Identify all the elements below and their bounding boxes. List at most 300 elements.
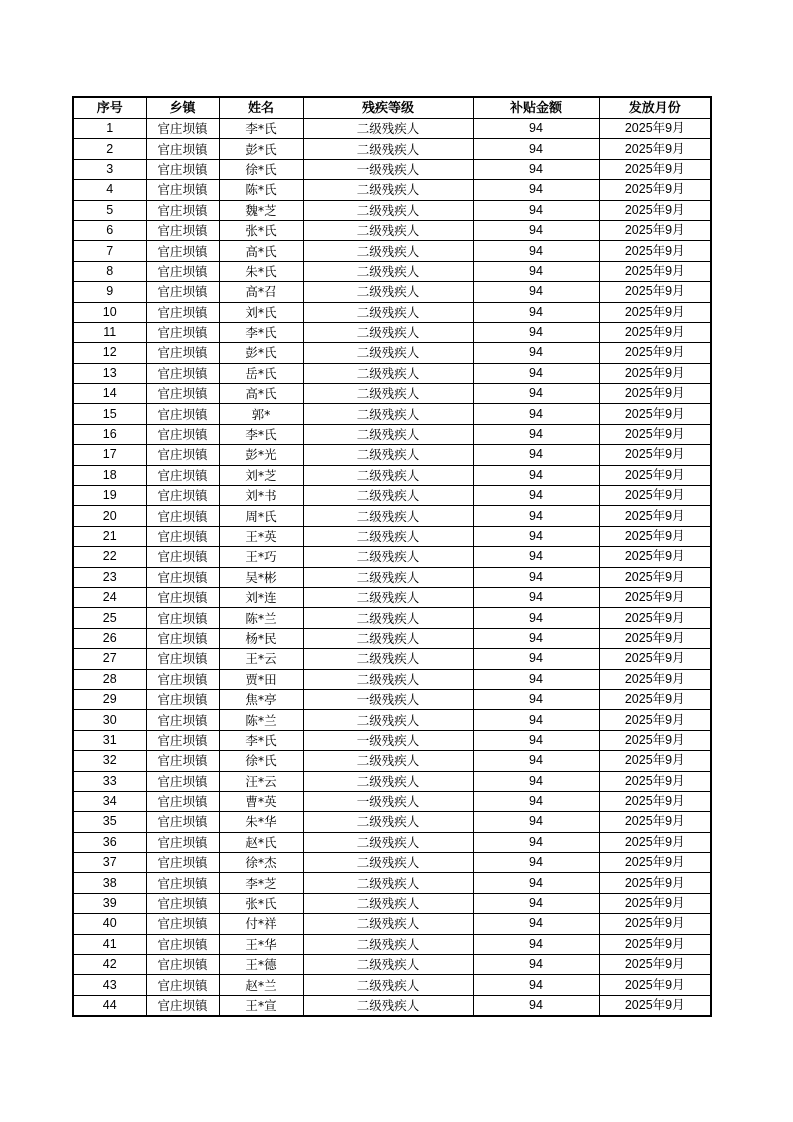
cell-subsidy-amount: 94	[473, 119, 599, 139]
cell-payment-month: 2025年9月	[599, 465, 711, 485]
cell-payment-month: 2025年9月	[599, 710, 711, 730]
cell-subsidy-amount: 94	[473, 608, 599, 628]
table-row	[73, 669, 711, 689]
cell-town: 官庄坝镇	[146, 302, 219, 322]
cell-payment-month: 2025年9月	[599, 506, 711, 526]
cell-index: 18	[73, 465, 146, 485]
cell-subsidy-amount: 94	[473, 689, 599, 709]
cell-subsidy-amount: 94	[473, 506, 599, 526]
cell-disability-level: 二级残疾人	[303, 955, 473, 975]
cell-subsidy-amount: 94	[473, 282, 599, 302]
cell-subsidy-amount: 94	[473, 486, 599, 506]
cell-town: 官庄坝镇	[146, 404, 219, 424]
cell-disability-level: 二级残疾人	[303, 241, 473, 261]
cell-payment-month: 2025年9月	[599, 832, 711, 852]
cell-disability-level: 二级残疾人	[303, 873, 473, 893]
cell-disability-level: 二级残疾人	[303, 771, 473, 791]
cell-payment-month: 2025年9月	[599, 853, 711, 873]
cell-town: 官庄坝镇	[146, 608, 219, 628]
cell-name: 刘*书	[219, 486, 303, 506]
cell-disability-level: 二级残疾人	[303, 751, 473, 771]
cell-town: 官庄坝镇	[146, 689, 219, 709]
cell-disability-level: 二级残疾人	[303, 934, 473, 954]
table-row	[73, 159, 711, 179]
table-row	[73, 812, 711, 832]
cell-payment-month: 2025年9月	[599, 241, 711, 261]
cell-disability-level: 二级残疾人	[303, 995, 473, 1016]
table-row	[73, 363, 711, 383]
cell-subsidy-amount: 94	[473, 995, 599, 1016]
cell-disability-level: 一级残疾人	[303, 689, 473, 709]
cell-disability-level: 二级残疾人	[303, 404, 473, 424]
cell-payment-month: 2025年9月	[599, 363, 711, 383]
cell-payment-month: 2025年9月	[599, 180, 711, 200]
cell-town: 官庄坝镇	[146, 486, 219, 506]
cell-town: 官庄坝镇	[146, 424, 219, 444]
cell-town: 官庄坝镇	[146, 343, 219, 363]
cell-name: 赵*氏	[219, 832, 303, 852]
cell-subsidy-amount: 94	[473, 567, 599, 587]
cell-subsidy-amount: 94	[473, 445, 599, 465]
subsidy-table	[72, 96, 712, 1017]
cell-town: 官庄坝镇	[146, 628, 219, 648]
cell-payment-month: 2025年9月	[599, 404, 711, 424]
cell-disability-level: 二级残疾人	[303, 363, 473, 383]
table-row	[73, 486, 711, 506]
cell-subsidy-amount: 94	[473, 241, 599, 261]
cell-name: 王*云	[219, 649, 303, 669]
cell-index: 14	[73, 384, 146, 404]
cell-name: 高*氏	[219, 384, 303, 404]
cell-disability-level: 二级残疾人	[303, 547, 473, 567]
cell-name: 王*德	[219, 955, 303, 975]
cell-disability-level: 二级残疾人	[303, 384, 473, 404]
cell-subsidy-amount: 94	[473, 771, 599, 791]
cell-name: 李*氏	[219, 424, 303, 444]
cell-disability-level: 二级残疾人	[303, 322, 473, 342]
cell-index: 31	[73, 730, 146, 750]
cell-subsidy-amount: 94	[473, 343, 599, 363]
subsidy-table-container	[72, 96, 712, 1017]
cell-payment-month: 2025年9月	[599, 628, 711, 648]
header-disability-level: 残疾等级	[303, 97, 473, 119]
cell-disability-level: 二级残疾人	[303, 343, 473, 363]
cell-name: 贾*田	[219, 669, 303, 689]
cell-index: 17	[73, 445, 146, 465]
cell-index: 41	[73, 934, 146, 954]
table-row	[73, 220, 711, 240]
cell-town: 官庄坝镇	[146, 241, 219, 261]
cell-disability-level: 二级残疾人	[303, 424, 473, 444]
cell-town: 官庄坝镇	[146, 934, 219, 954]
cell-town: 官庄坝镇	[146, 649, 219, 669]
cell-name: 徐*氏	[219, 751, 303, 771]
cell-index: 36	[73, 832, 146, 852]
cell-payment-month: 2025年9月	[599, 608, 711, 628]
cell-subsidy-amount: 94	[473, 322, 599, 342]
cell-town: 官庄坝镇	[146, 220, 219, 240]
table-row	[73, 343, 711, 363]
cell-name: 高*召	[219, 282, 303, 302]
cell-disability-level: 二级残疾人	[303, 628, 473, 648]
cell-disability-level: 二级残疾人	[303, 853, 473, 873]
cell-name: 王*华	[219, 934, 303, 954]
cell-town: 官庄坝镇	[146, 975, 219, 995]
cell-subsidy-amount: 94	[473, 465, 599, 485]
cell-payment-month: 2025年9月	[599, 812, 711, 832]
cell-town: 官庄坝镇	[146, 955, 219, 975]
cell-town: 官庄坝镇	[146, 853, 219, 873]
cell-payment-month: 2025年9月	[599, 424, 711, 444]
table-row	[73, 730, 711, 750]
cell-index: 10	[73, 302, 146, 322]
cell-subsidy-amount: 94	[473, 363, 599, 383]
cell-subsidy-amount: 94	[473, 914, 599, 934]
cell-name: 刘*氏	[219, 302, 303, 322]
cell-name: 徐*杰	[219, 853, 303, 873]
cell-index: 29	[73, 689, 146, 709]
table-row	[73, 955, 711, 975]
cell-index: 30	[73, 710, 146, 730]
cell-payment-month: 2025年9月	[599, 689, 711, 709]
cell-name: 张*氏	[219, 893, 303, 913]
cell-disability-level: 二级残疾人	[303, 812, 473, 832]
table-row	[73, 689, 711, 709]
table-row	[73, 506, 711, 526]
cell-subsidy-amount: 94	[473, 832, 599, 852]
cell-payment-month: 2025年9月	[599, 445, 711, 465]
table-row	[73, 282, 711, 302]
cell-payment-month: 2025年9月	[599, 893, 711, 913]
cell-index: 3	[73, 159, 146, 179]
cell-town: 官庄坝镇	[146, 832, 219, 852]
cell-subsidy-amount: 94	[473, 547, 599, 567]
cell-name: 王*宣	[219, 995, 303, 1016]
cell-disability-level: 二级残疾人	[303, 180, 473, 200]
header-payment-month: 发放月份	[599, 97, 711, 119]
cell-town: 官庄坝镇	[146, 751, 219, 771]
cell-name: 彭*氏	[219, 343, 303, 363]
cell-index: 7	[73, 241, 146, 261]
cell-town: 官庄坝镇	[146, 159, 219, 179]
cell-payment-month: 2025年9月	[599, 547, 711, 567]
cell-index: 15	[73, 404, 146, 424]
cell-payment-month: 2025年9月	[599, 159, 711, 179]
cell-name: 付*祥	[219, 914, 303, 934]
cell-disability-level: 二级残疾人	[303, 119, 473, 139]
cell-index: 27	[73, 649, 146, 669]
cell-index: 42	[73, 955, 146, 975]
cell-index: 8	[73, 261, 146, 281]
cell-name: 高*氏	[219, 241, 303, 261]
cell-index: 13	[73, 363, 146, 383]
cell-index: 21	[73, 526, 146, 546]
cell-payment-month: 2025年9月	[599, 302, 711, 322]
table-row	[73, 751, 711, 771]
cell-index: 34	[73, 791, 146, 811]
cell-subsidy-amount: 94	[473, 893, 599, 913]
cell-subsidy-amount: 94	[473, 261, 599, 281]
cell-payment-month: 2025年9月	[599, 934, 711, 954]
table-row	[73, 995, 711, 1016]
cell-name: 岳*氏	[219, 363, 303, 383]
cell-payment-month: 2025年9月	[599, 486, 711, 506]
cell-disability-level: 二级残疾人	[303, 669, 473, 689]
cell-disability-level: 一级残疾人	[303, 159, 473, 179]
cell-name: 朱*氏	[219, 261, 303, 281]
table-row	[73, 791, 711, 811]
cell-index: 35	[73, 812, 146, 832]
cell-index: 44	[73, 995, 146, 1016]
cell-name: 王*巧	[219, 547, 303, 567]
cell-town: 官庄坝镇	[146, 119, 219, 139]
table-row	[73, 893, 711, 913]
cell-town: 官庄坝镇	[146, 200, 219, 220]
cell-subsidy-amount: 94	[473, 975, 599, 995]
cell-subsidy-amount: 94	[473, 873, 599, 893]
header-row	[73, 97, 711, 119]
table-row	[73, 832, 711, 852]
cell-payment-month: 2025年9月	[599, 200, 711, 220]
cell-town: 官庄坝镇	[146, 180, 219, 200]
cell-disability-level: 二级残疾人	[303, 710, 473, 730]
table-row	[73, 404, 711, 424]
table-row	[73, 302, 711, 322]
cell-index: 4	[73, 180, 146, 200]
cell-subsidy-amount: 94	[473, 751, 599, 771]
cell-index: 1	[73, 119, 146, 139]
cell-payment-month: 2025年9月	[599, 567, 711, 587]
cell-subsidy-amount: 94	[473, 384, 599, 404]
cell-payment-month: 2025年9月	[599, 649, 711, 669]
cell-town: 官庄坝镇	[146, 506, 219, 526]
cell-subsidy-amount: 94	[473, 424, 599, 444]
cell-payment-month: 2025年9月	[599, 955, 711, 975]
cell-town: 官庄坝镇	[146, 812, 219, 832]
cell-town: 官庄坝镇	[146, 384, 219, 404]
cell-subsidy-amount: 94	[473, 587, 599, 607]
cell-town: 官庄坝镇	[146, 526, 219, 546]
header-name: 姓名	[219, 97, 303, 119]
cell-index: 26	[73, 628, 146, 648]
cell-index: 32	[73, 751, 146, 771]
table-row	[73, 465, 711, 485]
table-row	[73, 547, 711, 567]
cell-name: 徐*氏	[219, 159, 303, 179]
cell-subsidy-amount: 94	[473, 812, 599, 832]
cell-disability-level: 二级残疾人	[303, 200, 473, 220]
cell-payment-month: 2025年9月	[599, 261, 711, 281]
cell-name: 杨*民	[219, 628, 303, 648]
cell-name: 赵*兰	[219, 975, 303, 995]
cell-subsidy-amount: 94	[473, 628, 599, 648]
table-row	[73, 649, 711, 669]
cell-payment-month: 2025年9月	[599, 526, 711, 546]
header-town: 乡镇	[146, 97, 219, 119]
cell-payment-month: 2025年9月	[599, 139, 711, 159]
cell-index: 38	[73, 873, 146, 893]
cell-town: 官庄坝镇	[146, 445, 219, 465]
cell-town: 官庄坝镇	[146, 465, 219, 485]
cell-name: 陈*兰	[219, 710, 303, 730]
cell-town: 官庄坝镇	[146, 547, 219, 567]
cell-disability-level: 二级残疾人	[303, 220, 473, 240]
cell-payment-month: 2025年9月	[599, 751, 711, 771]
cell-name: 刘*芝	[219, 465, 303, 485]
cell-payment-month: 2025年9月	[599, 914, 711, 934]
table-row	[73, 710, 711, 730]
table-row	[73, 567, 711, 587]
table-body	[73, 119, 711, 1017]
cell-disability-level: 二级残疾人	[303, 302, 473, 322]
cell-disability-level: 二级残疾人	[303, 587, 473, 607]
cell-town: 官庄坝镇	[146, 587, 219, 607]
cell-subsidy-amount: 94	[473, 526, 599, 546]
cell-disability-level: 二级残疾人	[303, 893, 473, 913]
table-row	[73, 853, 711, 873]
table-header	[73, 97, 711, 119]
table-row	[73, 241, 711, 261]
cell-subsidy-amount: 94	[473, 649, 599, 669]
cell-name: 李*氏	[219, 119, 303, 139]
cell-town: 官庄坝镇	[146, 995, 219, 1016]
cell-index: 33	[73, 771, 146, 791]
cell-subsidy-amount: 94	[473, 180, 599, 200]
cell-payment-month: 2025年9月	[599, 995, 711, 1016]
cell-subsidy-amount: 94	[473, 955, 599, 975]
cell-disability-level: 二级残疾人	[303, 975, 473, 995]
cell-payment-month: 2025年9月	[599, 282, 711, 302]
cell-disability-level: 二级残疾人	[303, 608, 473, 628]
cell-subsidy-amount: 94	[473, 730, 599, 750]
table-row	[73, 934, 711, 954]
cell-town: 官庄坝镇	[146, 567, 219, 587]
cell-index: 2	[73, 139, 146, 159]
cell-disability-level: 二级残疾人	[303, 526, 473, 546]
cell-payment-month: 2025年9月	[599, 771, 711, 791]
cell-disability-level: 二级残疾人	[303, 139, 473, 159]
cell-name: 张*氏	[219, 220, 303, 240]
table-row	[73, 975, 711, 995]
table-row	[73, 322, 711, 342]
cell-subsidy-amount: 94	[473, 710, 599, 730]
cell-name: 王*英	[219, 526, 303, 546]
table-row	[73, 200, 711, 220]
cell-town: 官庄坝镇	[146, 282, 219, 302]
cell-subsidy-amount: 94	[473, 139, 599, 159]
cell-index: 5	[73, 200, 146, 220]
cell-disability-level: 二级残疾人	[303, 465, 473, 485]
cell-subsidy-amount: 94	[473, 302, 599, 322]
cell-town: 官庄坝镇	[146, 771, 219, 791]
cell-name: 李*氏	[219, 322, 303, 342]
cell-index: 16	[73, 424, 146, 444]
cell-payment-month: 2025年9月	[599, 384, 711, 404]
cell-subsidy-amount: 94	[473, 934, 599, 954]
cell-subsidy-amount: 94	[473, 669, 599, 689]
cell-subsidy-amount: 94	[473, 853, 599, 873]
table-row	[73, 771, 711, 791]
cell-name: 李*芝	[219, 873, 303, 893]
cell-disability-level: 二级残疾人	[303, 914, 473, 934]
cell-name: 郭*	[219, 404, 303, 424]
cell-name: 陈*兰	[219, 608, 303, 628]
cell-name: 吴*彬	[219, 567, 303, 587]
cell-index: 22	[73, 547, 146, 567]
header-subsidy-amount: 补贴金额	[473, 97, 599, 119]
cell-payment-month: 2025年9月	[599, 322, 711, 342]
cell-disability-level: 二级残疾人	[303, 486, 473, 506]
cell-disability-level: 二级残疾人	[303, 282, 473, 302]
cell-payment-month: 2025年9月	[599, 119, 711, 139]
cell-disability-level: 二级残疾人	[303, 506, 473, 526]
cell-disability-level: 二级残疾人	[303, 445, 473, 465]
cell-name: 曹*英	[219, 791, 303, 811]
cell-index: 43	[73, 975, 146, 995]
table-row	[73, 914, 711, 934]
cell-town: 官庄坝镇	[146, 669, 219, 689]
cell-index: 11	[73, 322, 146, 342]
cell-town: 官庄坝镇	[146, 791, 219, 811]
table-row	[73, 384, 711, 404]
cell-index: 19	[73, 486, 146, 506]
cell-disability-level: 二级残疾人	[303, 832, 473, 852]
cell-town: 官庄坝镇	[146, 873, 219, 893]
table-row	[73, 119, 711, 139]
cell-index: 39	[73, 893, 146, 913]
table-row	[73, 526, 711, 546]
cell-payment-month: 2025年9月	[599, 669, 711, 689]
cell-name: 刘*连	[219, 587, 303, 607]
cell-town: 官庄坝镇	[146, 730, 219, 750]
cell-subsidy-amount: 94	[473, 200, 599, 220]
table-row	[73, 587, 711, 607]
cell-index: 24	[73, 587, 146, 607]
cell-index: 23	[73, 567, 146, 587]
cell-disability-level: 二级残疾人	[303, 261, 473, 281]
cell-name: 朱*华	[219, 812, 303, 832]
cell-payment-month: 2025年9月	[599, 587, 711, 607]
cell-payment-month: 2025年9月	[599, 220, 711, 240]
cell-index: 6	[73, 220, 146, 240]
cell-index: 40	[73, 914, 146, 934]
cell-name: 魏*芝	[219, 200, 303, 220]
cell-town: 官庄坝镇	[146, 710, 219, 730]
cell-town: 官庄坝镇	[146, 261, 219, 281]
cell-index: 20	[73, 506, 146, 526]
cell-town: 官庄坝镇	[146, 363, 219, 383]
cell-name: 陈*氏	[219, 180, 303, 200]
cell-name: 周*氏	[219, 506, 303, 526]
cell-index: 28	[73, 669, 146, 689]
cell-index: 25	[73, 608, 146, 628]
cell-payment-month: 2025年9月	[599, 730, 711, 750]
table-row	[73, 445, 711, 465]
table-row	[73, 261, 711, 281]
cell-payment-month: 2025年9月	[599, 975, 711, 995]
table-row	[73, 873, 711, 893]
header-index: 序号	[73, 97, 146, 119]
table-row	[73, 424, 711, 444]
cell-town: 官庄坝镇	[146, 322, 219, 342]
cell-payment-month: 2025年9月	[599, 791, 711, 811]
cell-disability-level: 二级残疾人	[303, 567, 473, 587]
cell-disability-level: 一级残疾人	[303, 791, 473, 811]
cell-disability-level: 二级残疾人	[303, 649, 473, 669]
cell-payment-month: 2025年9月	[599, 873, 711, 893]
cell-index: 9	[73, 282, 146, 302]
cell-disability-level: 一级残疾人	[303, 730, 473, 750]
